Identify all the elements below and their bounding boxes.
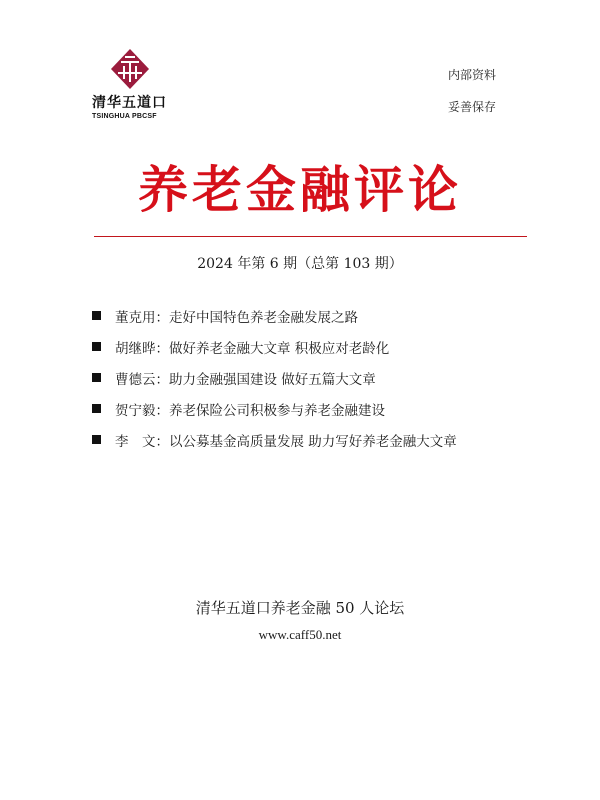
square-bullet-icon <box>92 373 101 382</box>
table-of-contents <box>92 300 532 455</box>
title-divider <box>94 236 527 237</box>
toc-article-title: 做好养老金融大文章 积极应对老龄化 <box>169 340 390 357</box>
toc-item <box>92 362 532 393</box>
toc-item <box>92 300 532 331</box>
toc-author: 胡继晔 <box>115 340 156 357</box>
toc-separator: ： <box>155 309 169 326</box>
toc-separator: ： <box>155 371 169 388</box>
forum-name: 清华五道口养老金融 50 人论坛 <box>195 599 405 617</box>
toc-separator: ： <box>155 402 169 419</box>
toc-author: 李 文 <box>115 433 156 450</box>
toc-separator: ： <box>155 340 169 357</box>
toc-author: 贺宁毅 <box>115 402 156 419</box>
toc-article-title: 以公募基金高质量发展 助力写好养老金融大文章 <box>169 433 457 450</box>
square-bullet-icon <box>92 404 101 413</box>
logo-chinese-name: 清华五道口 <box>92 95 167 111</box>
publisher-logo <box>92 48 202 120</box>
square-bullet-icon <box>92 342 101 351</box>
tsinghua-pbcsf-emblem-icon <box>110 48 150 90</box>
toc-item <box>92 424 532 455</box>
toc-separator: ： <box>155 433 169 450</box>
square-bullet-icon <box>92 435 101 444</box>
toc-item <box>92 393 532 424</box>
toc-author: 董克用 <box>115 309 156 326</box>
journal-title: 养老金融评论 <box>138 160 462 219</box>
issue-number: 2024 年第 6 期（总第 103 期） <box>197 256 403 272</box>
toc-article-title: 养老保险公司积极参与养老金融建设 <box>169 402 385 419</box>
toc-item <box>92 331 532 362</box>
keep-safe-note: 妥善保存 <box>447 100 496 114</box>
toc-author: 曹德云 <box>115 371 156 388</box>
square-bullet-icon <box>92 311 101 320</box>
logo-english-name: TSINGHUA PBCSF <box>92 113 157 120</box>
website-url: www.caff50.net <box>258 627 342 642</box>
toc-article-title: 走好中国特色养老金融发展之路 <box>169 309 358 326</box>
internal-material-note: 内部资料 <box>447 68 496 82</box>
toc-article-title: 助力金融强国建设 做好五篇大文章 <box>169 371 376 388</box>
